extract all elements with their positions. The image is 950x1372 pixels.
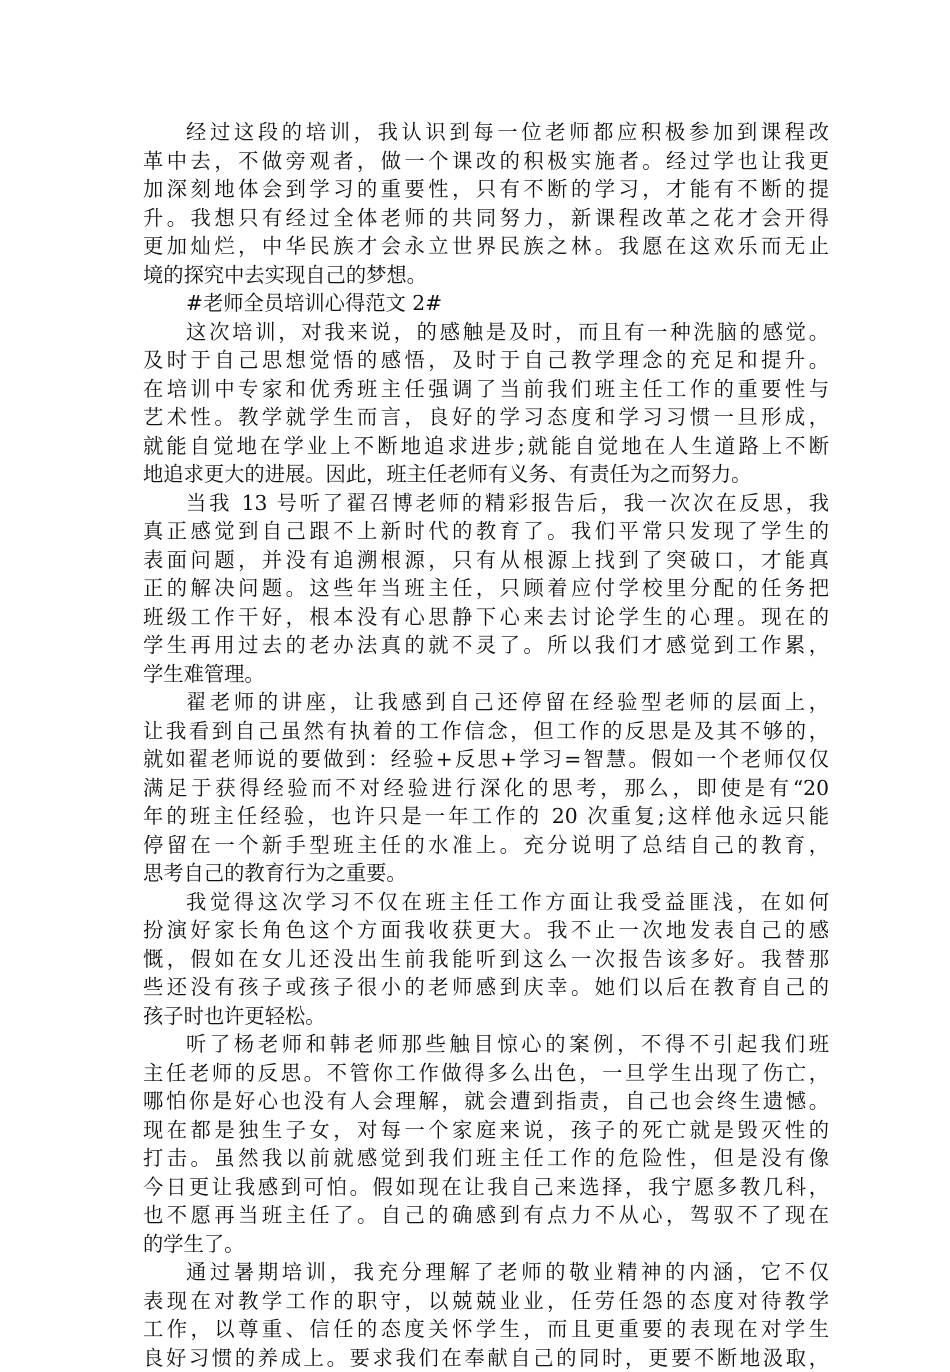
text-line: 慨，假如在女儿还没出生前我能听到这么一次报告该多好。我替那 bbox=[143, 945, 829, 974]
text-line: 让我看到自己虽然有执着的工作信念，但工作的反思是及其不够的， bbox=[143, 717, 829, 746]
text-line: 翟老师的讲座，让我感到自己还停留在经验型老师的层面上， bbox=[143, 688, 829, 717]
text-line: 听了杨老师和韩老师那些触目惊心的案例，不得不引起我们班 bbox=[143, 1030, 829, 1059]
text-line: 正的解决问题。这些年当班主任，只顾着应付学校里分配的任务把 bbox=[143, 574, 829, 603]
text-line: #老师全员培训心得范文 2# bbox=[143, 289, 829, 318]
text-line: 主任老师的反思。不管你工作做得多么出色，一旦学生出现了伤亡， bbox=[143, 1059, 829, 1088]
text-line: 地追求更大的进展。因此，班主任老师有义务、有责任为之而努力。 bbox=[143, 460, 829, 489]
text-line: 真正感觉到自己跟不上新时代的教育了。我们平常只发现了学生的 bbox=[143, 517, 829, 546]
text-line: 当我 13 号听了翟召博老师的精彩报告后，我一次次在反思，我 bbox=[143, 489, 829, 518]
text-line: 扮演好家长角色这个方面我收获更大。我不止一次地发表自己的感 bbox=[143, 916, 829, 945]
document-body bbox=[143, 118, 829, 1372]
text-line: 就如翟老师说的要做到：经验+反思+学习=智慧。假如一个老师仅仅 bbox=[143, 745, 829, 774]
text-line: 通过暑期培训，我充分理解了老师的敬业精神的内涵，它不仅 bbox=[143, 1258, 829, 1287]
text-line: 班级工作干好，根本没有心思静下心来去讨论学生的心理。现在的 bbox=[143, 603, 829, 632]
text-line: 今日更让我感到可怕。假如现在让我自己来选择，我宁愿多教几科， bbox=[143, 1173, 829, 1202]
text-line: 更加灿烂，中华民族才会永立世界民族之林。我愿在这欢乐而无止 bbox=[143, 232, 829, 261]
text-line: 表面问题，并没有追溯根源，只有从根源上找到了突破口，才能真 bbox=[143, 546, 829, 575]
text-line: 停留在一个新手型班主任的水准上。充分说明了总结自己的教育， bbox=[143, 831, 829, 860]
text-line: 学生难管理。 bbox=[143, 660, 829, 689]
text-line: 也不愿再当班主任了。自己的确感到有点力不从心，驾驭不了现在 bbox=[143, 1201, 829, 1230]
text-line: 革中去，不做旁观者，做一个课改的积极实施者。经过学也让我更 bbox=[143, 147, 829, 176]
text-line: 这次培训，对我来说，的感触是及时，而且有一种洗脑的感觉。 bbox=[143, 318, 829, 347]
text-line: 加深刻地体会到学习的重要性，只有不断的学习，才能有不断的提 bbox=[143, 175, 829, 204]
text-line: 经过这段的培训，我认识到每一位老师都应积极参加到课程改 bbox=[143, 118, 829, 147]
text-line: 境的探究中去实现自己的梦想。 bbox=[143, 261, 829, 290]
text-line: 满足于获得经验而不对经验进行深化的思考，那么，即使是有“20 bbox=[143, 774, 829, 803]
text-line: 学生再用过去的老办法真的就不灵了。所以我们才感觉到工作累， bbox=[143, 631, 829, 660]
text-line: 工作，以尊重、信任的态度关怀学生，而且更重要的表现在对学生 bbox=[143, 1315, 829, 1344]
text-line: 良好习惯的养成上。要求我们在奉献自己的同时，更要不断地汲取， bbox=[143, 1344, 829, 1372]
text-line: 现在都是独生子女，对每一个家庭来说，孩子的死亡就是毁灭性的 bbox=[143, 1116, 829, 1145]
text-line: 我觉得这次学习不仅在班主任工作方面让我受益匪浅，在如何 bbox=[143, 888, 829, 917]
text-line: 哪怕你是好心也没有人会理解，就会遭到指责，自己也会终生遗憾。 bbox=[143, 1087, 829, 1116]
text-line: 年的班主任经验，也许只是一年工作的 20 次重复;这样他永远只能 bbox=[143, 802, 829, 831]
text-line: 思考自己的教育行为之重要。 bbox=[143, 859, 829, 888]
text-line: 升。我想只有经过全体老师的共同努力，新课程改革之花才会开得 bbox=[143, 204, 829, 233]
text-line: 艺术性。教学就学生而言，良好的学习态度和学习习惯一旦形成， bbox=[143, 403, 829, 432]
text-line: 在培训中专家和优秀班主任强调了当前我们班主任工作的重要性与 bbox=[143, 375, 829, 404]
text-line: 表现在对教学工作的职守，以兢兢业业，任劳任怨的态度对待教学 bbox=[143, 1287, 829, 1316]
text-line: 打击。虽然我以前就感觉到我们班主任工作的危险性，但是没有像 bbox=[143, 1144, 829, 1173]
text-line: 及时于自己思想觉悟的感悟，及时于自己教学理念的充足和提升。 bbox=[143, 346, 829, 375]
text-line: 些还没有孩子或孩子很小的老师感到庆幸。她们以后在教育自己的 bbox=[143, 973, 829, 1002]
text-line: 就能自觉地在学业上不断地追求进步;就能自觉地在人生道路上不断 bbox=[143, 432, 829, 461]
text-line: 孩子时也许更轻松。 bbox=[143, 1002, 829, 1031]
text-line: 的学生了。 bbox=[143, 1230, 829, 1259]
